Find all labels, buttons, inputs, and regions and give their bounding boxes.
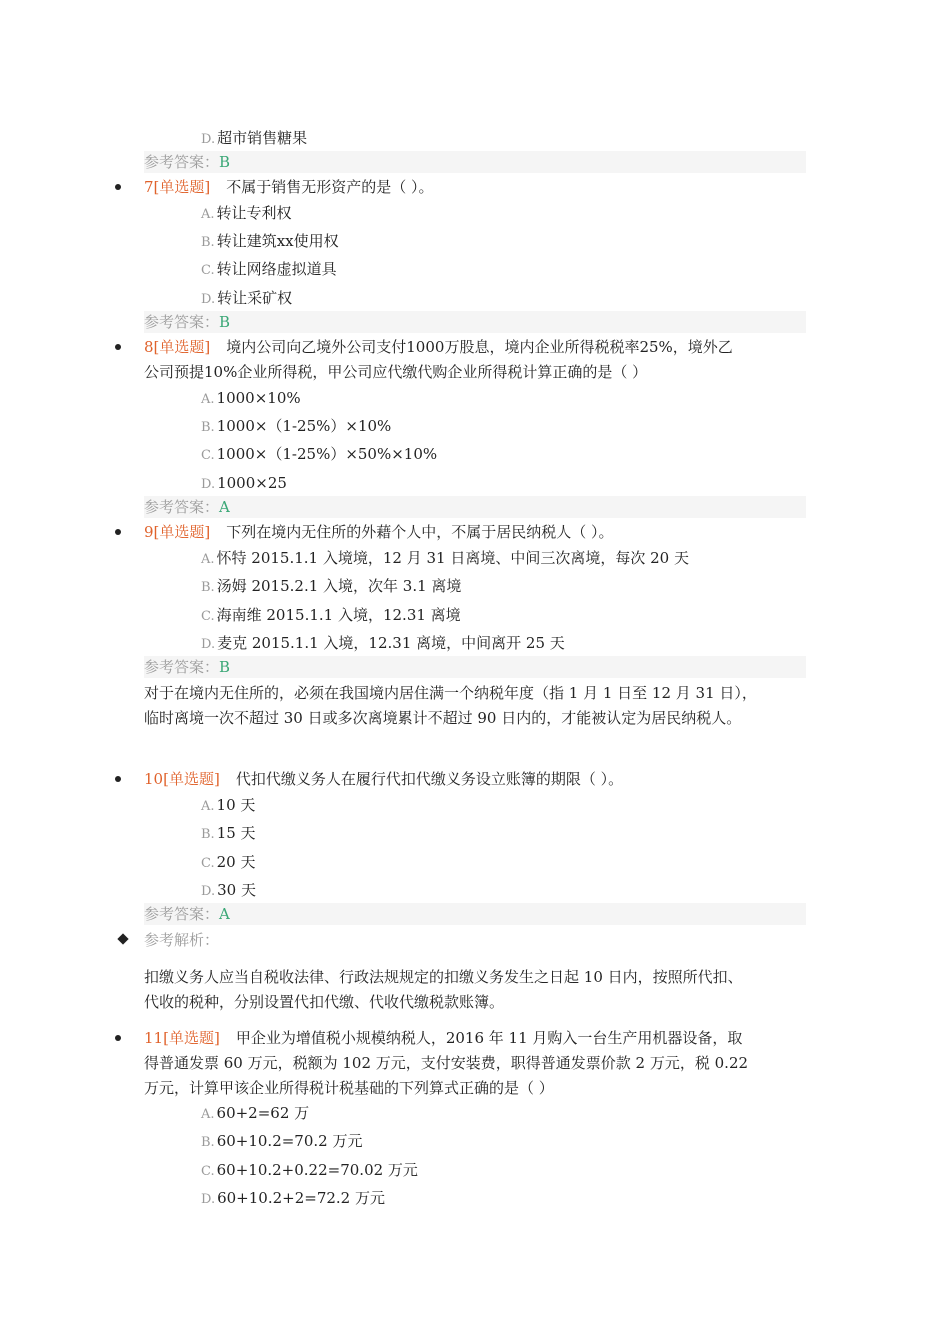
answer-bar: 参考答案：A — [144, 903, 806, 925]
option-d: D. 1000×25 — [201, 474, 287, 492]
diamond-bullet-icon — [117, 933, 128, 944]
bullet-icon — [115, 529, 121, 535]
bullet-icon — [115, 776, 121, 782]
option-b: B. 60+10.2=70.2 万元 — [201, 1132, 363, 1150]
option-d: D. 转让采矿权 — [201, 289, 293, 307]
explanation-line: 对于在境内无住所的，必须在我国境内居住满一个纳税年度（指 1 月 1 日至 12 月 31 日）， — [144, 684, 757, 702]
option-a: A. 转让专利权 — [201, 204, 292, 222]
option-c: C. 1000×（1-25%）×50%×10% — [201, 445, 438, 463]
answer-bar: 参考答案：B — [144, 311, 806, 333]
option-d: D. 60+10.2+2=72.2 万元 — [201, 1189, 385, 1207]
option-a: A. 10 天 — [201, 796, 256, 814]
explanation-line: 代收的税种，分别设置代扣代缴、代收代缴税款账簿。 — [144, 993, 505, 1011]
option-b: B. 转让建筑xx使用权 — [201, 232, 339, 250]
option-b: B. 15 天 — [201, 824, 256, 842]
option-a: A. 1000×10% — [201, 389, 301, 407]
option-d: D. 30 天 — [201, 881, 256, 899]
answer-bar: 参考答案：A — [144, 496, 806, 518]
option-c: C. 60+10.2+0.22=70.02 万元 — [201, 1161, 418, 1179]
explanation-line: 扣缴义务人应当自税收法律、行政法规规定的扣缴义务发生之日起 10 日内，按照所代扣、 — [144, 968, 743, 986]
question-11-text: 万元，计算甲该企业所得税计税基础的下列算式正确的是（ ） — [144, 1079, 554, 1097]
question-8-header: 8[单选题] 境内公司向乙境外公司支付1000万股息，境内企业所得税税率25%，境外乙 — [144, 338, 733, 356]
option-c: C. 海南维 2015.1.1 入境，12.31 离境 — [201, 606, 461, 624]
answer-bar: 参考答案：B — [144, 656, 806, 678]
option-a: A. 60+2=62 万 — [201, 1104, 310, 1122]
bullet-icon — [115, 1035, 121, 1041]
bullet-icon — [115, 184, 121, 190]
option-c: C. 转让网络虚拟道具 — [201, 260, 337, 278]
option-b: B. 1000×（1-25%）×10% — [201, 417, 392, 435]
option-d: D. 麦克 2015.1.1 入境，12.31 离境，中间离开 25 天 — [201, 634, 565, 652]
explanation-line: 临时离境一次不超过 30 日或多次离境累计不超过 90 日内的，才能被认定为居民纳税人。 — [144, 709, 742, 727]
option-d: D. 超市销售糖果 — [201, 129, 308, 147]
question-11-header: 11[单选题] 甲企业为增值税小规模纳税人，2016 年 11 月购入一台生产用机器设备，取 — [144, 1029, 743, 1047]
question-10-header: 10[单选题] 代扣代缴义务人在履行代扣代缴义务设立账簿的期限（ ）。 — [144, 770, 624, 788]
question-7-header: 7[单选题] 不属于销售无形资产的是（ ）。 — [144, 178, 434, 196]
option-a: A. 怀特 2015.1.1 入境境，12 月 31 日离境、中间三次离境，每次 20 天 — [201, 549, 689, 567]
bullet-icon — [115, 344, 121, 350]
option-b: B. 汤姆 2015.2.1 入境，次年 3.1 离境 — [201, 577, 462, 595]
question-8-text: 公司预提10%企业所得税，甲公司应代缴代购企业所得税计算正确的是（ ） — [144, 363, 648, 381]
analysis-label: 参考解析： — [144, 931, 220, 949]
question-9-header: 9[单选题] 下列在境内无住所的外藉个人中，不属于居民纳税人（ ）。 — [144, 523, 614, 541]
question-11-text: 得普通发票 60 万元，税额为 102 万元，支付安装费，职得普通发票价款 2 万元，税 0.22 — [144, 1054, 749, 1072]
answer-bar: 参考答案：B — [144, 151, 806, 173]
option-c: C. 20 天 — [201, 853, 256, 871]
